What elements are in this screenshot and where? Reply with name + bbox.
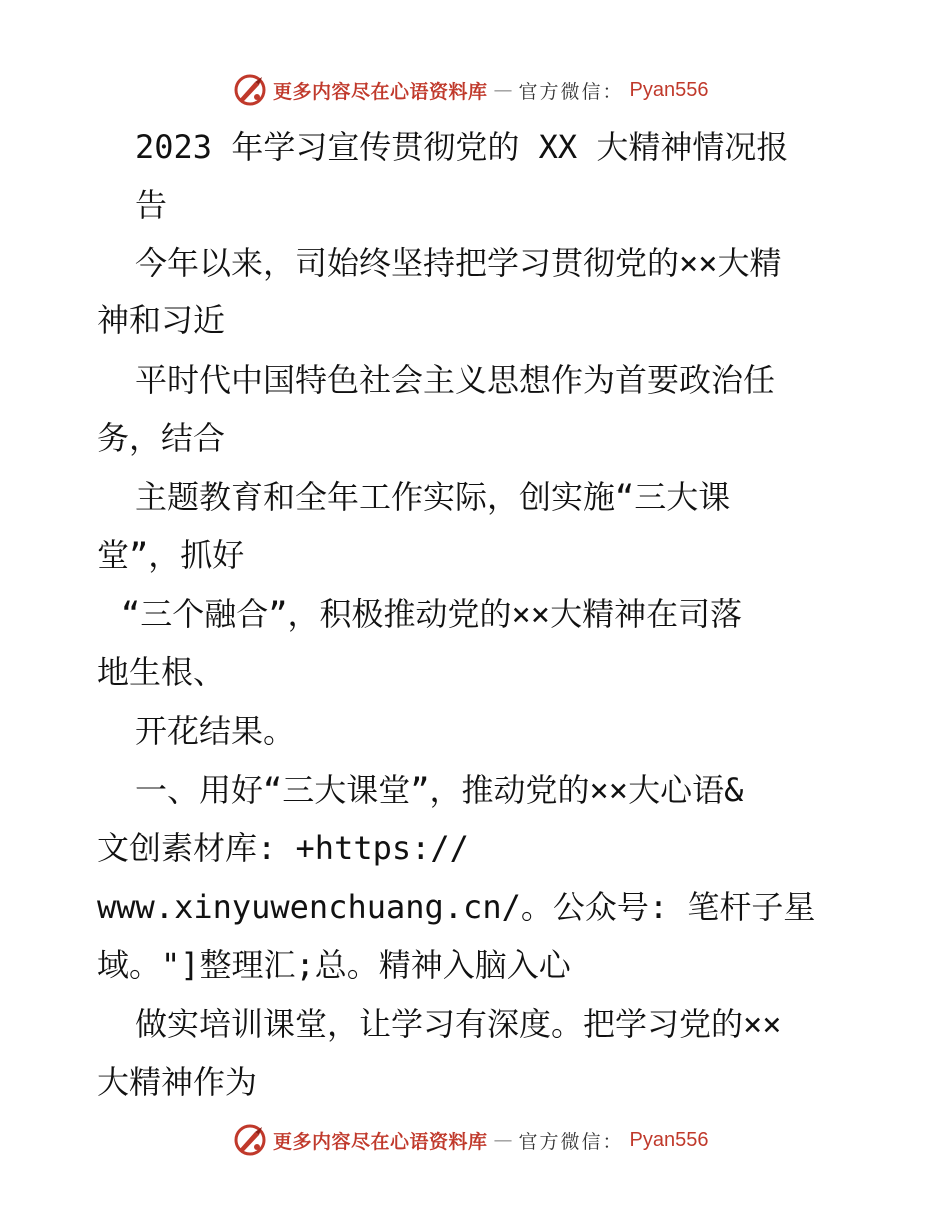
paragraph-line: 今年以来，司始终坚持把学习贯彻党的××大精 — [135, 244, 782, 282]
watermark-official-label: 官方微信： — [518, 80, 624, 103]
watermark-dash: — — [493, 79, 513, 101]
paragraph-line: 堂”，抓好 — [97, 536, 245, 574]
watermark-wechat-id: Pyan556 — [629, 78, 709, 101]
red-quill-logo-icon — [233, 73, 267, 107]
watermark-brand-text: 更多内容尽在心语资料库 — [273, 1130, 488, 1153]
paragraph-line: 主题教育和全年工作实际，创实施“三大课 — [135, 478, 731, 516]
paragraph-line: 大精神作为 — [97, 1063, 258, 1101]
watermark-brand-text: 更多内容尽在心语资料库 — [273, 80, 488, 103]
watermark-dash: — — [493, 1129, 513, 1151]
document-title-line-1: 2023 年学习宣传贯彻党的 XX 大精神情况报 — [135, 128, 789, 166]
paragraph-line: www.xinyuwenchuang.cn/。公众号: 笔杆子星 — [97, 888, 816, 926]
paragraph-line: “三个融合”，积极推动党的××大精神在司落 — [121, 595, 743, 633]
paragraph-line: 文创素材库: +https:// — [97, 829, 469, 867]
paragraph-line: 务，结合 — [97, 419, 226, 457]
header-watermark — [233, 70, 709, 110]
red-quill-logo-icon — [233, 1123, 267, 1157]
paragraph-line: 做实培训课堂，让学习有深度。把学习党的×× — [135, 1005, 782, 1043]
paragraph-line: 平时代中国特色社会主义思想作为首要政治任 — [135, 361, 776, 399]
document-title-line-2: 告 — [135, 186, 168, 224]
paragraph-line: 地生根、 — [97, 653, 226, 691]
footer-watermark — [233, 1120, 709, 1160]
section-heading-line: 一、用好“三大课堂”，推动党的××大心语& — [135, 771, 744, 809]
paragraph-line: 神和习近 — [97, 301, 226, 339]
watermark-wechat-id: Pyan556 — [629, 1128, 709, 1151]
paragraph-line: 开花结果。 — [135, 712, 296, 750]
watermark-official-label: 官方微信： — [518, 1130, 624, 1153]
paragraph-line: 域。"]整理汇;总。精神入脑入心 — [97, 946, 571, 984]
